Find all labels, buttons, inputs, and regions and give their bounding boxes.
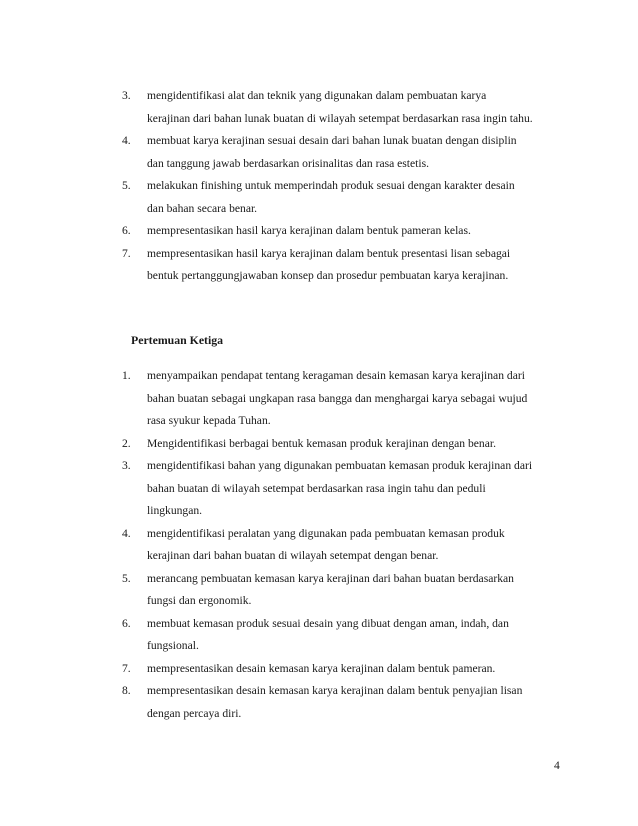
list-item-number: 5. bbox=[122, 179, 131, 192]
list-item-number: 3. bbox=[122, 89, 131, 102]
list-item-text-line: lingkungan. bbox=[147, 504, 203, 517]
list-item-text-line: kerajinan dari bahan lunak buatan di wilayah setempat berdasarkan rasa ingin tahu. bbox=[147, 111, 533, 125]
section-heading: Pertemuan Ketiga bbox=[131, 333, 224, 347]
list-item-number: 7. bbox=[122, 661, 131, 675]
list-item-number: 4. bbox=[122, 526, 131, 540]
list-item-text-line: dengan percaya diri. bbox=[147, 706, 242, 720]
list-item-text-line: kerajinan dari bahan buatan di wilayah setempat dengan benar. bbox=[147, 549, 439, 562]
list-item-text-line: Mengidentifikasi berbagai bentuk kemasan produk kerajinan dengan benar. bbox=[147, 436, 496, 450]
list-item-text-line: merancang pembuatan kemasan karya kerajinan dari bahan buatan berdasarkan bbox=[147, 571, 514, 585]
page-number: 4 bbox=[554, 759, 560, 772]
list-item-text-line: mempresentasikan desain kemasan karya kerajinan dalam bentuk pameran. bbox=[147, 661, 496, 675]
list-item-number: 5. bbox=[122, 571, 131, 585]
list-item-number: 6. bbox=[122, 224, 131, 237]
list-item-text-line: mengidentifikasi peralatan yang digunakan pada pembuatan kemasan produk bbox=[147, 526, 505, 540]
list-item-number: 6. bbox=[122, 616, 131, 630]
list-item-text-line: mempresentasikan desain kemasan karya kerajinan dalam bentuk penyajian lisan bbox=[147, 684, 523, 697]
list-item-text-line: bahan buatan sebagai ungkapan rasa bangga dan menghargai karya sebagai wujud bbox=[147, 391, 528, 405]
list-item-text-line: dan bahan secara benar. bbox=[147, 201, 258, 215]
list-item-text-line: menyampaikan pendapat tentang keragaman desain kemasan karya kerajinan dari bbox=[147, 369, 525, 382]
list-item-number: 3. bbox=[122, 459, 131, 472]
list-item-text-line: bahan buatan di wilayah setempat berdasarkan rasa ingin tahu dan peduli bbox=[147, 481, 486, 495]
list-item-text-line: fungsional. bbox=[147, 639, 199, 652]
list-item-text-line: rasa syukur kepada Tuhan. bbox=[147, 414, 271, 427]
list-item-number: 2. bbox=[122, 436, 131, 450]
list-item-number: 8. bbox=[122, 684, 131, 697]
list-item-text-line: mempresentasikan hasil karya kerajinan dalam bentuk presentasi lisan sebagai bbox=[147, 246, 511, 260]
list-item-text-line: membuat karya kerajinan sesuai desain dari bahan lunak buatan dengan disiplin bbox=[147, 134, 517, 147]
list-item-number: 7. bbox=[122, 246, 131, 260]
list-item-text-line: dan tanggung jawab berdasarkan orisinalitas dan rasa estetis. bbox=[147, 156, 430, 170]
list-item-text-line: mengidentifikasi alat dan teknik yang digunakan dalam pembuatan karya bbox=[147, 89, 487, 102]
list-item-number: 1. bbox=[122, 369, 131, 382]
list-item-text-line: membuat kemasan produk sesuai desain yang dibuat dengan aman, indah, dan bbox=[147, 616, 509, 630]
list-item-number: 4. bbox=[122, 134, 131, 147]
list-item-text-line: mengidentifikasi bahan yang digunakan pembuatan kemasan produk kerajinan dari bbox=[147, 459, 533, 472]
list-item-text-line: mempresentasikan hasil karya kerajinan dalam bentuk pameran kelas. bbox=[147, 224, 471, 237]
list-item-text-line: bentuk pertanggungjawaban konsep dan prosedur pembuatan karya kerajinan. bbox=[147, 269, 509, 282]
list-item-text-line: fungsi dan ergonomik. bbox=[147, 594, 252, 607]
list-item-text-line: melakukan finishing untuk memperindah produk sesuai dengan karakter desain bbox=[147, 179, 515, 192]
